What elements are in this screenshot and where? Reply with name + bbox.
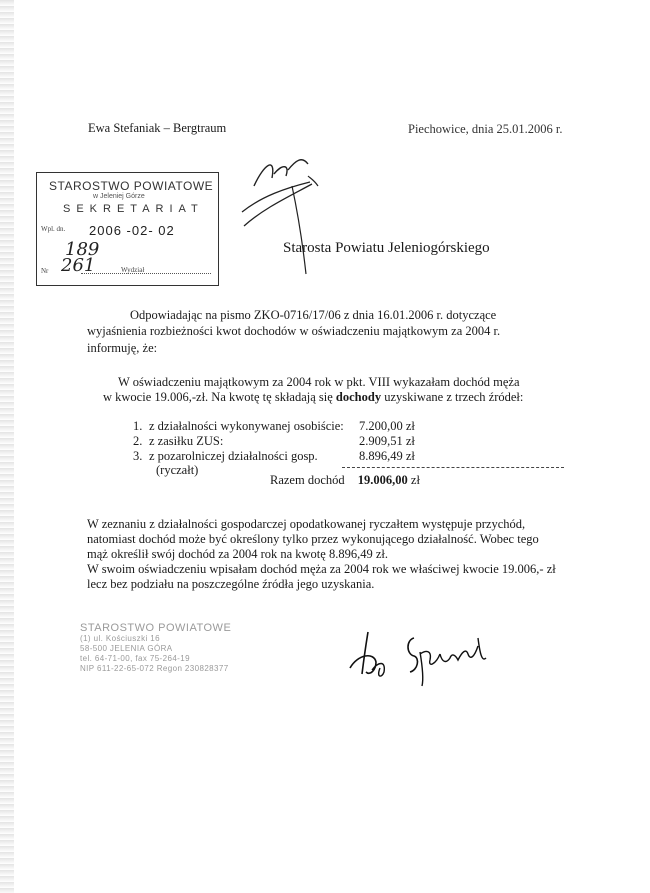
closing-line-2: natomiast dochód może być określony tylko przez wykonującego działalność. Wobec tego xyxy=(87,532,539,546)
office-stamp-line3: 58-500 JELENIA GÓRA xyxy=(80,644,173,653)
office-stamp xyxy=(80,622,231,674)
stamp-nr-label: Nr xyxy=(41,267,49,275)
received-stamp xyxy=(36,172,219,286)
closing-line-5: lecz bez podziału na poszczególne źródła jego uzyskania. xyxy=(87,577,375,591)
total-label: Razem dochód xyxy=(270,473,345,487)
author-name: Ewa Stefaniak – Bergtraum xyxy=(88,121,227,135)
office-stamp-title: STAROSTWO POWIATOWE xyxy=(80,622,232,634)
office-stamp-line4: tel. 64-71-00, fax 75-264-19 xyxy=(80,654,190,663)
signature xyxy=(340,624,500,690)
stamp-title: STAROSTWO POWIATOWE xyxy=(49,179,214,193)
office-stamp-line5: NIP 611-22-65-072 Regon 230828377 xyxy=(80,664,229,673)
income-row-2: 2. z zasiłku ZUS: xyxy=(133,434,224,448)
recipient: Starosta Powiatu Jeleniogórskiego xyxy=(283,240,490,256)
income-row-3: 3. z pozarolniczej działalności gosp. xyxy=(133,449,318,463)
scan-edge xyxy=(0,0,14,893)
total-row xyxy=(270,473,420,488)
income-amount-1: 7.200,00 zł xyxy=(359,419,415,433)
income-amount-2: 2.909,51 zł xyxy=(359,434,415,448)
intro-line-1: Odpowiadając na pismo ZKO-0716/17/06 z dnia 16.01.2006 r. dotyczące xyxy=(130,308,497,322)
closing-line-3: mąż określił swój dochód za 2004 rok na kwotę 8.896,49 zł. xyxy=(87,547,388,561)
handwritten-number: 189 xyxy=(65,239,100,260)
income-row-3-sub: (ryczałt) xyxy=(156,463,199,477)
closing-line-1: W zeznaniu z działalności gospodarczej opodatkowanej ryczałtem występuje przychód, xyxy=(87,517,526,531)
stamp-department: SEKRETARIAT xyxy=(63,203,204,215)
statement-line-1: W oświadczeniu majątkowym za 2004 rok w pkt. VIII wykazałam dochód męża xyxy=(118,375,520,389)
sum-divider xyxy=(342,467,564,468)
closing-line-4: W swoim oświadczeniu wpisałam dochód męża za 2004 rok we właściwej kwocie 19.006,- zł xyxy=(87,562,556,576)
bold-dochody: dochody xyxy=(335,390,382,404)
handwritten-nr: 261 xyxy=(61,255,96,276)
stamp-wydz-label: Wydział xyxy=(121,266,145,274)
stamp-subtitle: w Jeleniej Górze xyxy=(93,193,145,200)
statement-line-2: w kwocie 19.006,-zł. Na kwotę tę składają się dochody uzyskiwane z trzech źródeł: xyxy=(103,390,524,404)
office-stamp-line2: (1) ul. Kościuszki 16 xyxy=(80,634,160,643)
stamp-wpl-label: Wpl. dn. xyxy=(41,225,66,233)
income-row-1: 1. z działalności wykonywanej osobiście: xyxy=(133,419,344,433)
intro-line-3: informuję, że: xyxy=(87,341,158,355)
place-date: Piechowice, dnia 25.01.2006 r. xyxy=(408,122,563,136)
intro-line-2: wyjaśnienia rozbieżności kwot dochodów w oświadczeniu majątkowym za 2004 r. xyxy=(87,324,501,338)
total-amount: 19.006,00 xyxy=(357,473,408,487)
stamp-date: 2006 -02- 02 xyxy=(89,223,175,238)
income-amount-3: 8.896,49 zł xyxy=(359,449,415,463)
total-unit: zł xyxy=(410,473,420,487)
